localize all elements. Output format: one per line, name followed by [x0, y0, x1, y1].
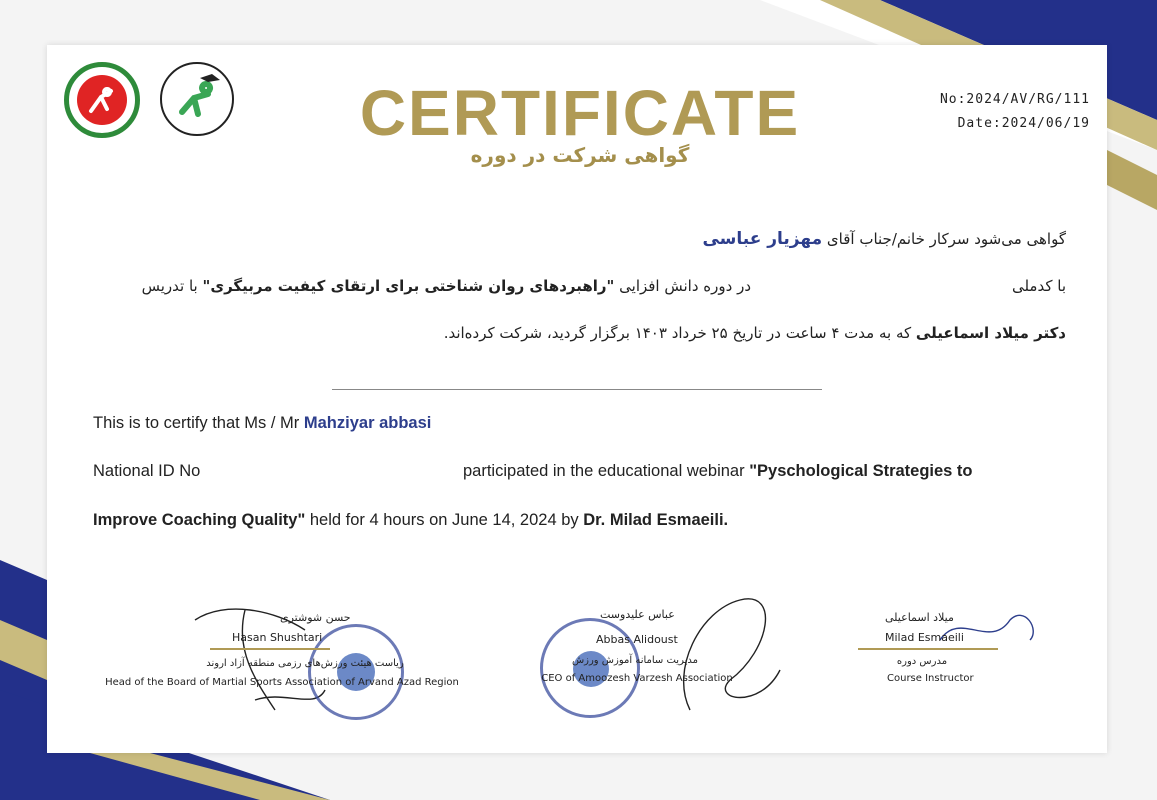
en-certify-text: This is to certify that Ms / Mr [93, 414, 300, 432]
amoozesh-varzesh-logo [160, 62, 234, 136]
fa-line-2 [142, 277, 751, 295]
sig3-line [858, 648, 998, 650]
en-teacher-name: Dr. Milad Esmaeili. [583, 511, 729, 529]
sig3-role-fa: مدرس دوره [896, 656, 948, 667]
sig3-name-fa: میلاد اسماعیلی [885, 611, 954, 624]
fa-line-3 [444, 324, 1066, 342]
en-webinar-text: participated in the educational webinar [463, 462, 745, 480]
sport-association-logo [64, 62, 140, 138]
fa-line-1 [702, 229, 1066, 249]
en-duration-text: held for 4 hours on June 14, 2024 by [309, 511, 579, 529]
en-line-2 [463, 462, 973, 481]
en-line-1 [93, 414, 431, 433]
sig2-name-fa: عباس علیدوست [600, 608, 675, 621]
fa-teacher-name: دکتر میلاد اسماعیلی [915, 324, 1066, 342]
fa-course-intro: در دوره دانش افزایی [619, 277, 751, 295]
fa-certify-text: گواهی می‌شود سرکار خانم/جناب آقای [826, 230, 1066, 248]
sig1-role-fa: ریاست هیئت ورزش‌های رزمی منطقه آزاد اروند [206, 658, 404, 669]
sig3-role-en: Course Instructor [887, 673, 974, 684]
sig1-role-en: Head of the Board of Martial Sports Association of Arvand Azad Region [105, 677, 459, 688]
sig3-name-en: Milad Esmaeili [885, 631, 964, 644]
fa-duration-text: که به مدت ۴ ساعت در تاریخ ۲۵ خرداد ۱۴۰۳ برگزار گردید، شرکت کرده‌اند. [443, 324, 912, 342]
section-divider [332, 389, 822, 390]
fa-id-label: با کدملی [1011, 277, 1066, 295]
fighter-icon [77, 75, 127, 125]
en-line-3 [93, 511, 728, 530]
en-course-title-start: "Pyschological Strategies to [749, 462, 973, 480]
certificate-number: No:2024/AV/RG/111 [939, 92, 1090, 107]
fa-taught-by: با تدریس [141, 277, 198, 295]
sig2-name-en: Abbas Alidoust [596, 633, 678, 646]
signature-scribble-3 [930, 600, 1050, 660]
en-id-label: National ID No [93, 462, 201, 480]
en-course-title-end: Improve Coaching Quality" [93, 511, 306, 529]
runner-icon [162, 64, 232, 134]
sig2-role-fa: مدیریت سامانه آموزش ورزش [571, 655, 698, 666]
fa-recipient-name: مهزیار عباسی [702, 229, 823, 249]
sig1-name-fa: حسن شوشتری [280, 611, 351, 624]
fa-course-title: "راهبردهای روان شناختی برای ارتقای کیفیت مربیگری" [202, 277, 615, 295]
sig1-line [210, 648, 330, 650]
association-stamp-1 [308, 624, 404, 720]
sig2-role-en: CEO of Amoozesh Varzesh Association [541, 673, 733, 684]
sig1-name-en: Hasan Shushtari [232, 631, 323, 644]
en-recipient-name: Mahziyar abbasi [303, 414, 432, 432]
certificate-date: Date:2024/06/19 [957, 116, 1090, 131]
certificate-title: CERTIFICATE [359, 77, 801, 149]
certificate-subtitle: گواهی شرکت در دوره [470, 143, 690, 167]
